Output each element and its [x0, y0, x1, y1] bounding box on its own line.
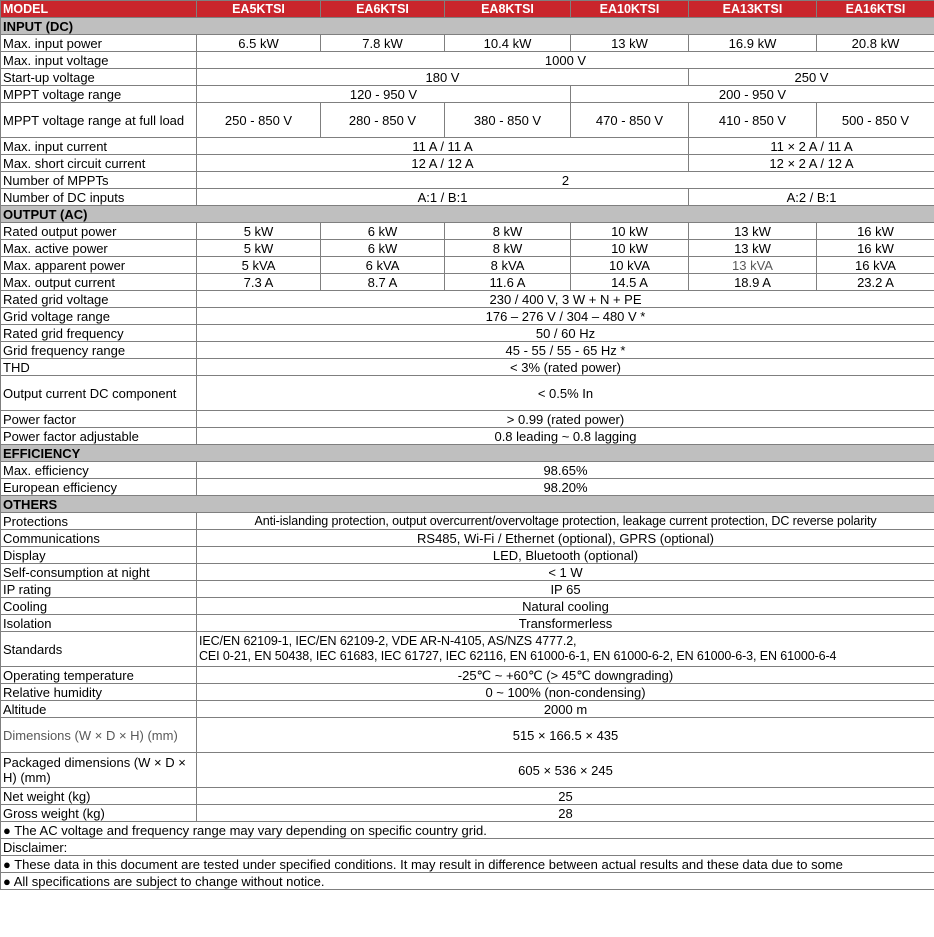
- spec-row: [1, 632, 934, 667]
- spec-value: RS485, Wi-Fi / Ethernet (optional), GPRS (optional): [197, 530, 934, 547]
- spec-label: Output current DC component: [1, 376, 197, 411]
- spec-value: 98.65%: [197, 462, 934, 479]
- spec-value: 200 - 950 V: [571, 86, 934, 103]
- spec-label: Max. apparent power: [1, 257, 197, 274]
- spec-label: THD: [1, 359, 197, 376]
- spec-value: 25: [197, 788, 934, 805]
- spec-value: 28: [197, 805, 934, 822]
- spec-value: 13 kW: [689, 240, 817, 257]
- spec-value: 23.2 A: [817, 274, 934, 291]
- spec-value: 7.8 kW: [321, 35, 445, 52]
- spec-value: < 0.5% In: [197, 376, 934, 411]
- spec-value: 8 kVA: [445, 257, 571, 274]
- spec-value: 470 - 850 V: [571, 103, 689, 138]
- disclaimer-title: Disclaimer:: [1, 839, 934, 856]
- spec-value: Transformerless: [197, 615, 934, 632]
- spec-row: [1, 805, 934, 822]
- spec-value: 12 × 2 A / 12 A: [689, 155, 934, 172]
- spec-value: 6.5 kW: [197, 35, 321, 52]
- spec-row: [1, 598, 934, 615]
- spec-value: 20.8 kW: [817, 35, 934, 52]
- spec-label: Communications: [1, 530, 197, 547]
- model-name: EA6KTSI: [321, 1, 445, 18]
- spec-value: 50 / 60 Hz: [197, 325, 934, 342]
- spec-value: 16 kVA: [817, 257, 934, 274]
- spec-value: 11 × 2 A / 11 A: [689, 138, 934, 155]
- spec-value: 16 kW: [817, 240, 934, 257]
- spec-label: Max. input voltage: [1, 52, 197, 69]
- spec-label: Self-consumption at night: [1, 564, 197, 581]
- spec-value: 13 kW: [689, 223, 817, 240]
- spec-value: A:1 / B:1: [197, 189, 689, 206]
- spec-value: 10 kW: [571, 223, 689, 240]
- spec-row: [1, 411, 934, 428]
- spec-row: [1, 308, 934, 325]
- spec-row: [1, 274, 934, 291]
- section-input: [1, 18, 934, 35]
- note-row: [1, 856, 934, 873]
- spec-value: 14.5 A: [571, 274, 689, 291]
- spec-label: Max. active power: [1, 240, 197, 257]
- spec-value: Natural cooling: [197, 598, 934, 615]
- spec-value: 7.3 A: [197, 274, 321, 291]
- spec-value: 6 kW: [321, 223, 445, 240]
- spec-label: Isolation: [1, 615, 197, 632]
- spec-value: 180 V: [197, 69, 689, 86]
- spec-value: 230 / 400 V, 3 W + N + PE: [197, 291, 934, 308]
- disclaimer-tested: ● These data in this document are tested under specified conditions. It may result in difference between actual results and these data due to some: [1, 856, 934, 873]
- spec-value: 6 kVA: [321, 257, 445, 274]
- model-header-row: [1, 1, 934, 18]
- note-row: [1, 873, 934, 890]
- spec-row: [1, 428, 934, 445]
- spec-label: MPPT voltage range at full load: [1, 103, 197, 138]
- spec-label: MPPT voltage range: [1, 86, 197, 103]
- section-output: [1, 206, 934, 223]
- disclaimer-change: ● All specifications are subject to change without notice.: [1, 873, 934, 890]
- spec-value: 5 kW: [197, 223, 321, 240]
- spec-value: 380 - 850 V: [445, 103, 571, 138]
- spec-value: 18.9 A: [689, 274, 817, 291]
- spec-label: Number of DC inputs: [1, 189, 197, 206]
- spec-label: Start-up voltage: [1, 69, 197, 86]
- spec-value: > 0.99 (rated power): [197, 411, 934, 428]
- spec-row: [1, 376, 934, 411]
- spec-row: [1, 257, 934, 274]
- spec-label: Power factor: [1, 411, 197, 428]
- spec-row: [1, 513, 934, 530]
- spec-label: Max. input power: [1, 35, 197, 52]
- spec-value: 120 - 950 V: [197, 86, 571, 103]
- spec-value: 8 kW: [445, 240, 571, 257]
- spec-value: 11.6 A: [445, 274, 571, 291]
- section-title: EFFICIENCY: [1, 445, 934, 462]
- spec-row: [1, 223, 934, 240]
- model-name: EA5KTSI: [197, 1, 321, 18]
- section-efficiency: [1, 445, 934, 462]
- spec-row: [1, 325, 934, 342]
- spec-row: [1, 684, 934, 701]
- spec-value: 98.20%: [197, 479, 934, 496]
- spec-row: [1, 547, 934, 564]
- spec-value: 45 - 55 / 55 - 65 Hz *: [197, 342, 934, 359]
- spec-value: 605 × 536 × 245: [197, 753, 934, 788]
- spec-value: 12 A / 12 A: [197, 155, 689, 172]
- spec-row: [1, 342, 934, 359]
- spec-value: < 1 W: [197, 564, 934, 581]
- spec-value: 515 × 166.5 × 435: [197, 718, 934, 753]
- spec-label: European efficiency: [1, 479, 197, 496]
- spec-row: [1, 701, 934, 718]
- model-label: MODEL: [1, 1, 197, 18]
- section-title: OTHERS: [1, 496, 934, 513]
- spec-value: 5 kVA: [197, 257, 321, 274]
- standards-line: IEC/EN 62109-1, IEC/EN 62109-2, VDE AR-N-4105, AS/NZS 4777.2,: [199, 634, 577, 648]
- spec-label: Relative humidity: [1, 684, 197, 701]
- spec-label: Operating temperature: [1, 667, 197, 684]
- spec-label: Power factor adjustable: [1, 428, 197, 445]
- spec-value: 250 V: [689, 69, 934, 86]
- model-name: EA13KTSI: [689, 1, 817, 18]
- spec-value: 176 – 276 V / 304 – 480 V *: [197, 308, 934, 325]
- spec-label: Gross weight (kg): [1, 805, 197, 822]
- spec-label: Max. efficiency: [1, 462, 197, 479]
- spec-label: Rated grid frequency: [1, 325, 197, 342]
- spec-row: [1, 462, 934, 479]
- spec-row: [1, 581, 934, 598]
- spec-row: [1, 69, 934, 86]
- spec-row: [1, 479, 934, 496]
- spec-value: 13 kW: [571, 35, 689, 52]
- spec-label: Grid frequency range: [1, 342, 197, 359]
- spec-value: 0.8 leading ~ 0.8 lagging: [197, 428, 934, 445]
- spec-row: [1, 52, 934, 69]
- spec-row: [1, 753, 934, 788]
- spec-value: 8 kW: [445, 223, 571, 240]
- spec-row: [1, 667, 934, 684]
- spec-row: [1, 172, 934, 189]
- spec-value: 6 kW: [321, 240, 445, 257]
- spec-value: < 3% (rated power): [197, 359, 934, 376]
- spec-value: 13 kVA: [689, 257, 817, 274]
- section-title: INPUT (DC): [1, 18, 934, 35]
- model-name: EA10KTSI: [571, 1, 689, 18]
- spec-row: [1, 35, 934, 52]
- spec-label: Net weight (kg): [1, 788, 197, 805]
- spec-value: 10 kVA: [571, 257, 689, 274]
- spec-row: [1, 359, 934, 376]
- spec-row: [1, 103, 934, 138]
- spec-value: 1000 V: [197, 52, 934, 69]
- spec-value: 16.9 kW: [689, 35, 817, 52]
- spec-label: Number of MPPTs: [1, 172, 197, 189]
- standards-line: CEI 0-21, EN 50438, IEC 61683, IEC 61727, IEC 62116, EN 61000-6-1, EN 61000-6-2, EN 61000-6-3, EN 61000-6-4: [199, 649, 837, 663]
- model-name: EA8KTSI: [445, 1, 571, 18]
- spec-label: Max. input current: [1, 138, 197, 155]
- spec-row: [1, 138, 934, 155]
- spec-row: [1, 155, 934, 172]
- spec-label: Dimensions (W × D × H) (mm): [1, 718, 197, 753]
- spec-value: -25℃ ~ +60℃ (> 45℃ downgrading): [197, 667, 934, 684]
- spec-value: 5 kW: [197, 240, 321, 257]
- spec-value: 410 - 850 V: [689, 103, 817, 138]
- model-name: EA16KTSI: [817, 1, 934, 18]
- footnote-ac: ● The AC voltage and frequency range may vary depending on specific country grid.: [1, 822, 934, 839]
- spec-row: [1, 564, 934, 581]
- spec-label: Grid voltage range: [1, 308, 197, 325]
- spec-value: 16 kW: [817, 223, 934, 240]
- spec-label: Rated output power: [1, 223, 197, 240]
- spec-row: [1, 240, 934, 257]
- note-row: [1, 822, 934, 839]
- spec-value: IP 65: [197, 581, 934, 598]
- spec-value: 2000 m: [197, 701, 934, 718]
- spec-row: [1, 291, 934, 308]
- spec-value: 2: [197, 172, 934, 189]
- spec-row: [1, 530, 934, 547]
- spec-row: [1, 189, 934, 206]
- spec-label: Max. output current: [1, 274, 197, 291]
- spec-value: 8.7 A: [321, 274, 445, 291]
- spec-value: 280 - 850 V: [321, 103, 445, 138]
- spec-row: [1, 788, 934, 805]
- spec-label: Standards: [1, 632, 197, 667]
- section-others: [1, 496, 934, 513]
- spec-value: 0 ~ 100% (non-condensing): [197, 684, 934, 701]
- spec-value: 500 - 850 V: [817, 103, 934, 138]
- spec-value: 250 - 850 V: [197, 103, 321, 138]
- spec-label: Cooling: [1, 598, 197, 615]
- section-title: OUTPUT (AC): [1, 206, 934, 223]
- spec-row: [1, 718, 934, 753]
- spec-row: [1, 615, 934, 632]
- spec-value: 11 A / 11 A: [197, 138, 689, 155]
- spec-label: Display: [1, 547, 197, 564]
- spec-value: A:2 / B:1: [689, 189, 934, 206]
- spec-value: [197, 632, 934, 667]
- spec-value: 10.4 kW: [445, 35, 571, 52]
- spec-value: 10 kW: [571, 240, 689, 257]
- spec-label: Altitude: [1, 701, 197, 718]
- spec-label: Packaged dimensions (W × D × H) (mm): [1, 753, 197, 788]
- spec-value: LED, Bluetooth (optional): [197, 547, 934, 564]
- note-row: [1, 839, 934, 856]
- spec-label: Max. short circuit current: [1, 155, 197, 172]
- spec-label: IP rating: [1, 581, 197, 598]
- spec-value: Anti-islanding protection, output overcurrent/overvoltage protection, leakage current protection, DC reverse polarity: [197, 513, 934, 530]
- spec-label: Rated grid voltage: [1, 291, 197, 308]
- spec-label: Protections: [1, 513, 197, 530]
- spec-row: [1, 86, 934, 103]
